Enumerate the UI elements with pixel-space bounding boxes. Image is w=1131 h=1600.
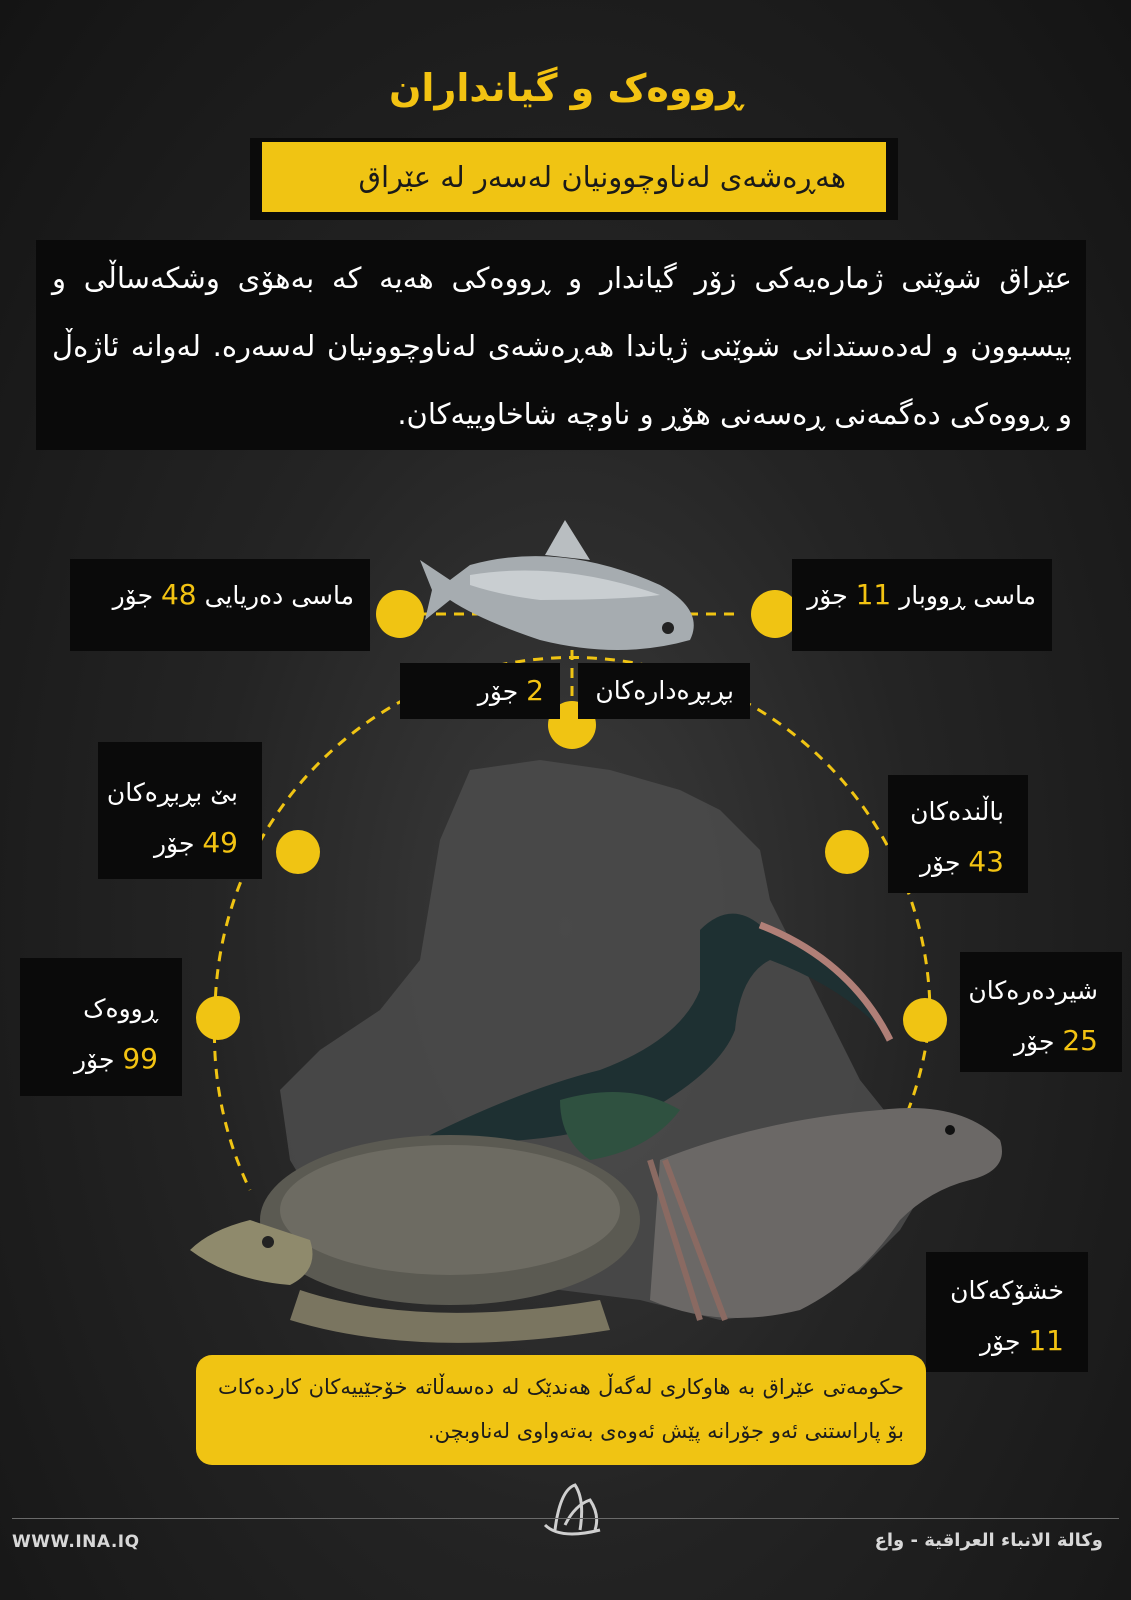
label-birds: باڵندەکان 43 جۆر [888,775,1028,893]
node-birds [825,830,869,874]
node-sea-fish [376,590,424,638]
node-plants [196,996,240,1040]
label-plants: ڕووەک 99 جۆر [20,958,182,1096]
page-title: ڕووەک و گیانداران [388,66,742,110]
agency-name: وكالة الانباء العراقية - واع [874,1530,1103,1551]
ina-logo-icon [545,1485,600,1534]
softshell-turtle-image [190,1135,640,1343]
label-vertebrates-count: 2 جۆر [400,663,560,719]
website-link[interactable]: WWW.INA.IQ [12,1532,140,1552]
intro-text: عێراق شوێنی ژمارەیەکی زۆر گیاندار و ڕووەکی هەیە کە بەهۆی وشکەساڵی و پیسبوون و لەدەستدانی شوێنی ژیاندا هەڕەشەی لەناوچوونیان لەسەرە. لەوانە ئاژەڵ و ڕووەکی دەگمەنی ڕەسەنی هۆڕ و ناوچە شاخاوییەکان. [52,261,1072,431]
label-vertebrates-name: بڕبڕەدارەکان [578,663,750,719]
label-mammals: شیردەرەکان 25 جۆر [960,952,1122,1072]
conservation-note: حکومەتی عێراق بە هاوکاری لەگەڵ هەندێک لە دەسەڵاتە خۆجێییەکان کاردەکات بۆ پاراستنی ئەو جۆرانە پێش ئەوەی بەتەواوی لەناوبچن. [196,1355,926,1465]
footer-divider [12,1518,1119,1519]
label-river-fish: ماسی ڕووبار 11 جۆر [792,559,1052,651]
page-subtitle: هەڕەشەی لەناوچوونیان لەسەر لە عێراق [262,142,886,212]
label-reptiles: خشۆکەکان 11 جۆر [926,1252,1088,1372]
node-invertebrates [276,830,320,874]
label-sea-fish: ماسی دەریایی 48 جۆر [70,559,370,651]
fish-image [420,520,694,650]
label-invertebrates: بێ بڕبڕەکان 49 جۆر [98,742,262,879]
node-mammals [903,998,947,1042]
